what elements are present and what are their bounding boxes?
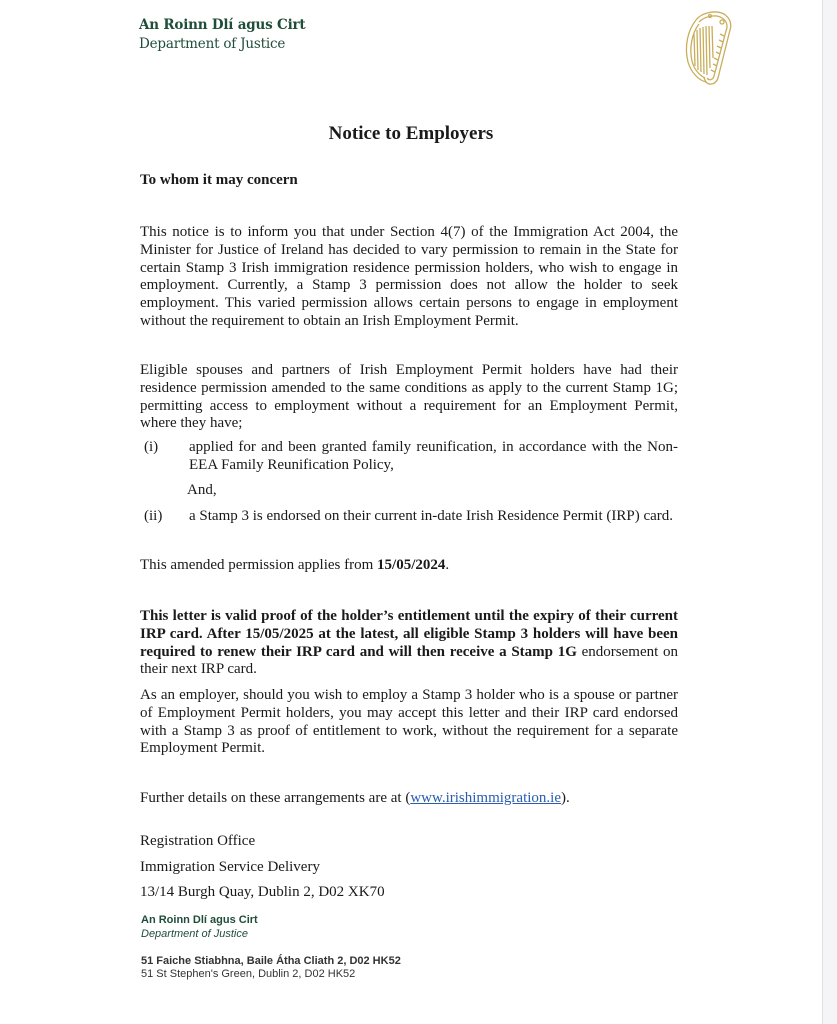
footer-address-irish: 51 Faiche Stiabhna, Baile Átha Cliath 2, D02 HK52 [141, 955, 401, 967]
paragraph-intro: This notice is to inform you that under Section 4(7) of the Immigration Act 2004, the Minister for Justice of Ireland has decided to vary permission to remain in the State for certain Stamp 3 Irish immigration residence permission holders, who wish to engage in employment. Currently, a Stamp 3 permission does not allow the holder to seek employment. This varied permission allows certain persons to engage in employment without the requirement to obtain an Irish Employment Permit. [140, 224, 678, 329]
condition-text: a Stamp 3 is endorsed on their current in-date Irish Residence Permit (IRP) card. [189, 508, 674, 524]
validity-bold-text: This letter is valid proof of the holder’s entitlement until the expiry of their current IRP card. After 15/05/2025 at the latest, all eligible Stamp 3 holders will have been required to renew their IRP card and will then receive a Stamp 1G [140, 608, 678, 660]
irishimmigration-link[interactable]: www.irishimmigration.ie [410, 790, 561, 806]
footer-department-irish: An Roinn Dlí agus Cirt [141, 914, 258, 926]
effective-date-paragraph [140, 557, 678, 575]
document-title: Notice to Employers [328, 123, 494, 144]
effective-suffix: . [445, 557, 450, 573]
department-name-irish: An Roinn Dlí agus Cirt [139, 17, 306, 33]
department-logo-text [139, 16, 305, 54]
condition-number: (i) [144, 439, 159, 455]
employer-paragraph: As an employer, should you wish to employ a Stamp 3 holder who is a spouse or partner of Employment Permit holders, you may accept this letter and their IRP card endorsed with a Stamp 3 as proof of entitlement to work, without the requirement for a separate Employment Permit. [140, 687, 678, 757]
condition-item [140, 439, 678, 475]
effective-prefix: This amended permission applies from [140, 557, 378, 573]
footer-address-english: 51 St Stephen's Green, Dublin 2, D02 HK52 [141, 968, 356, 980]
salutation: To whom it may concern [140, 172, 298, 188]
signature-address: 13/14 Burgh Quay, Dublin 2, D02 XK70 [140, 884, 385, 900]
further-details-paragraph [140, 790, 678, 808]
further-details-prefix: Further details on these arrangements are at ( [140, 790, 411, 806]
effective-date: 15/05/2024 [377, 557, 446, 573]
department-name-english: Department of Justice [139, 36, 286, 52]
signature-office: Registration Office [140, 833, 256, 849]
validity-normal-text: endorsement on their next IRP card. [140, 643, 678, 678]
condition-item [140, 508, 678, 526]
signature-service: Immigration Service Delivery [140, 859, 320, 875]
harp-icon [680, 8, 736, 88]
footer-department-english: Department of Justice [141, 928, 248, 940]
condition-text: applied for and been granted family reunification, in accordance with the Non-EEA Family Reunification Policy, [189, 439, 678, 473]
footer-address [141, 955, 401, 981]
further-details-suffix: ). [561, 790, 570, 806]
footer-department [141, 913, 258, 941]
validity-paragraph [140, 608, 678, 679]
condition-number: (ii) [144, 508, 163, 524]
paragraph-eligibility: Eligible spouses and partners of Irish Employment Permit holders have had their residence permission amended to the same conditions as apply to the current Stamp 1G; permitting access to employment without a requirement for an Employment Permit, where they have; [140, 362, 678, 432]
conjunction: And, [187, 482, 217, 498]
page-edge [822, 0, 837, 1024]
